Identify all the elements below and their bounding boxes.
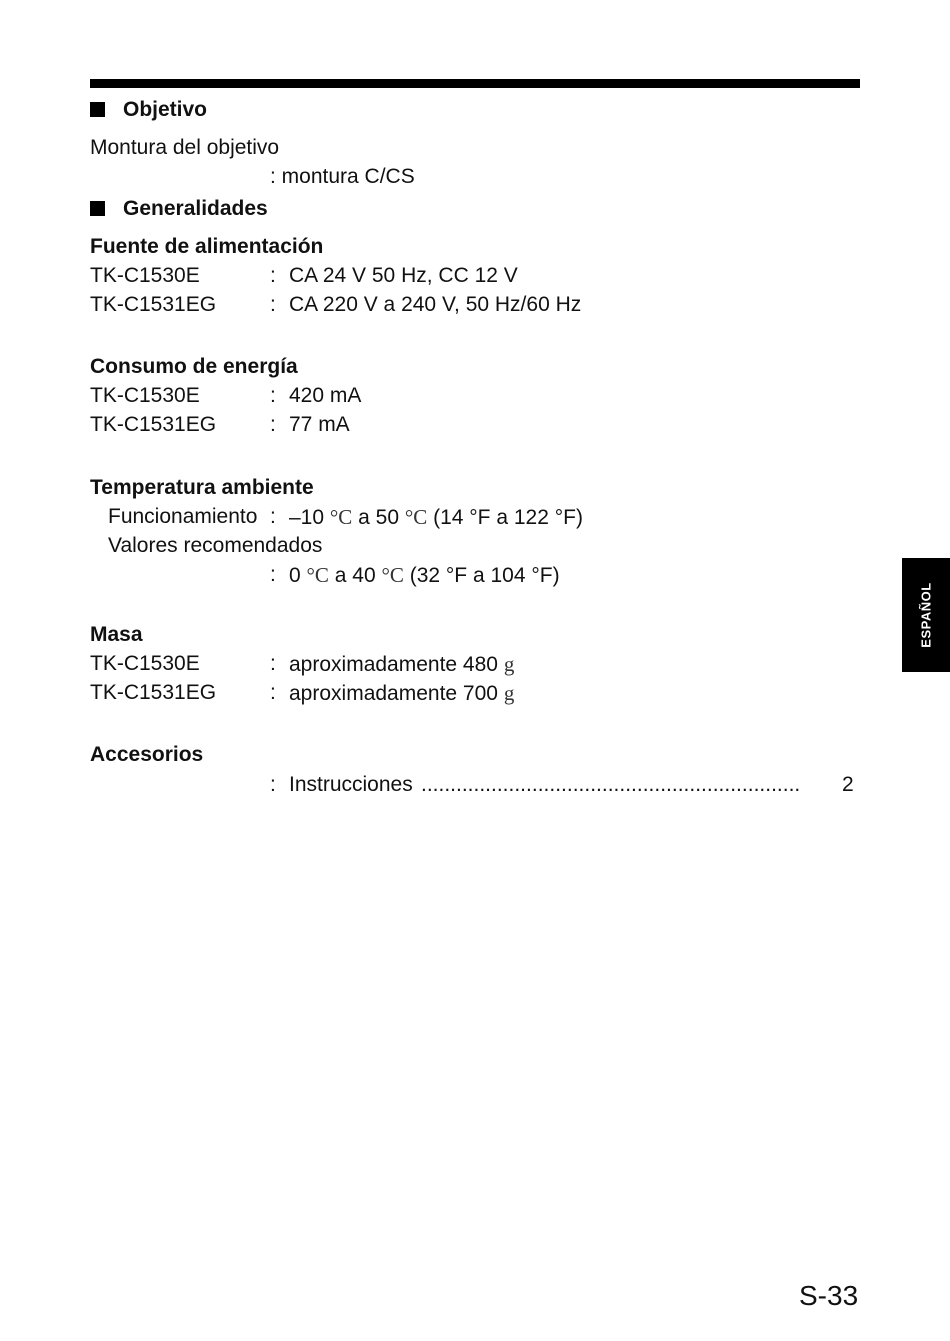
power-supply-heading: Fuente de alimentación <box>90 235 324 258</box>
mass-model-2: TK-C1531EG <box>90 681 217 704</box>
mass-heading: Masa <box>90 623 143 646</box>
consumption-value-2: 77 mA <box>289 413 350 436</box>
consumption-model-1: TK-C1530E <box>90 384 200 407</box>
colon: : <box>270 652 276 675</box>
mass-model-1: TK-C1530E <box>90 652 200 675</box>
leader-dots: ................................................................. <box>421 773 801 796</box>
section-heading-generalidades: Generalidades <box>90 197 268 221</box>
colon: : <box>270 264 276 287</box>
power-value-1: CA 24 V 50 Hz, CC 12 V <box>289 264 518 287</box>
temperature-heading: Temperatura ambiente <box>90 476 314 499</box>
lens-mount-value: : montura C/CS <box>270 165 415 188</box>
colon: : <box>270 293 276 316</box>
square-bullet-icon <box>90 102 105 117</box>
language-tab-label: ESPAÑOL <box>918 582 934 648</box>
consumption-model-2: TK-C1531EG <box>90 413 217 436</box>
colon: : <box>270 681 276 704</box>
top-rule <box>90 79 860 88</box>
mass-value-2: aproximadamente 700 g <box>289 681 515 705</box>
section-heading-objetivo: Objetivo <box>90 98 207 122</box>
colon: : <box>270 505 276 528</box>
colon: : <box>270 384 276 407</box>
colon: : <box>270 773 276 796</box>
mass-value-1: aproximadamente 480 g <box>289 652 515 676</box>
page-number: S-33 <box>799 1280 859 1311</box>
accessories-heading: Accesorios <box>90 743 204 766</box>
colon: : <box>270 413 276 436</box>
power-model-2: TK-C1531EG <box>90 293 217 316</box>
consumption-heading: Consumo de energía <box>90 355 298 378</box>
recommended-label: Valores recomendados <box>108 534 323 557</box>
recommended-value: 0 °C a 40 °C (32 °F a 104 °F) <box>289 563 560 587</box>
accessories-item: Instrucciones <box>289 773 413 796</box>
operation-label: Funcionamiento <box>108 505 258 528</box>
colon: : <box>270 563 276 586</box>
power-value-2: CA 220 V a 240 V, 50 Hz/60 Hz <box>289 293 582 316</box>
language-tab <box>902 558 950 672</box>
square-bullet-icon <box>90 201 105 216</box>
power-model-1: TK-C1530E <box>90 264 200 287</box>
consumption-value-1: 420 mA <box>289 384 362 407</box>
accessories-count: 2 <box>842 773 854 796</box>
operation-value: –10 °C a 50 °C (14 °F a 122 °F) <box>289 505 583 529</box>
lens-mount-label: Montura del objetivo <box>90 136 280 159</box>
